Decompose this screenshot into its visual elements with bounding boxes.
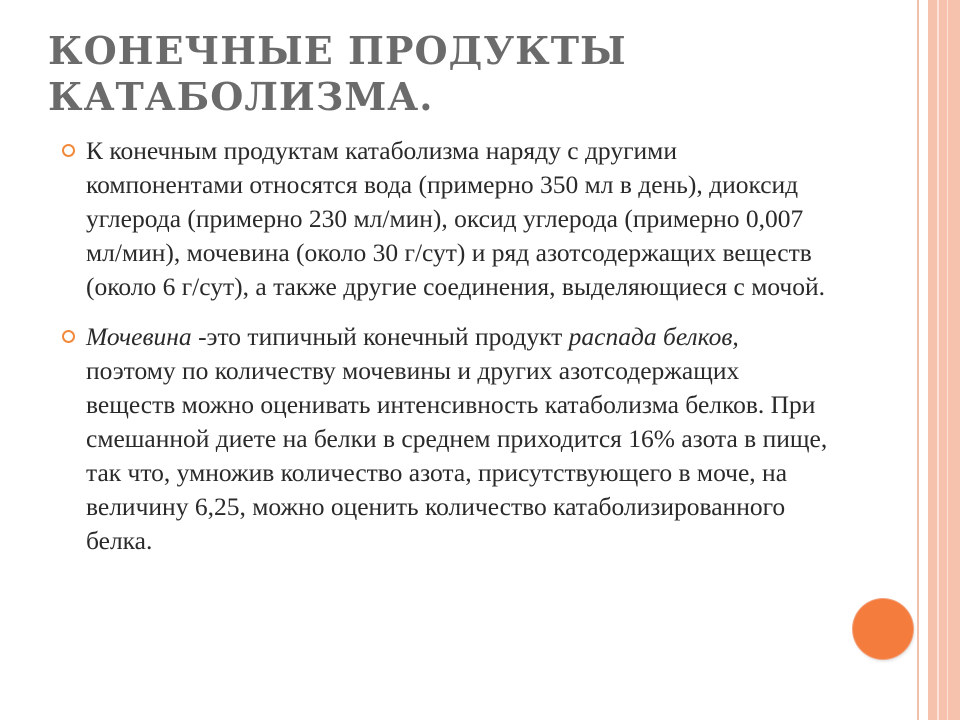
decorative-stripe-line (947, 0, 948, 720)
decorative-stripe-line (937, 0, 939, 720)
bullet-circle-icon (62, 330, 75, 343)
slide-title: КОНЕЧНЫЕ ПРОДУКТЫ КАТАБОЛИЗМА. (48, 28, 627, 119)
decorative-circle (853, 599, 913, 659)
bullet-text: поэтому по количеству мочевины и других азотсодержащих веществ можно оценивать интенсивность катаболизма белков. При смешанной диете на белки в среднем приходится 16% азота в пище, так что, умножив количество азота, присутствующего в моче, на величину 6,25, можно оценить количество катаболизированного белка. (86, 356, 828, 555)
bullet-emphasis: распада белков, (568, 322, 739, 351)
decorative-stripe-band (928, 0, 960, 720)
bullet-text: -это типичный конечный продукт (191, 322, 569, 351)
decorative-stripe-line (917, 0, 919, 720)
bullet-term: Мочевина (86, 322, 192, 351)
bullet-text: К конечным продуктам катаболизма наряду с другими компонентами относятся вода (примерно 350 мл в день), диоксид углерода (примерно 230 мл/мин), оксид углерода (примерно 0,007 мл/мин), мочевина (около 30 г/сут) и ряд азотсодержащих веществ (около 6 г/сут), а также другие соединения, выделяющиеся с мочой. (86, 136, 826, 301)
bullet-circle-icon (62, 144, 75, 157)
bullet-item (62, 320, 832, 558)
bullet-item (62, 134, 832, 304)
bullet-list (62, 134, 832, 574)
